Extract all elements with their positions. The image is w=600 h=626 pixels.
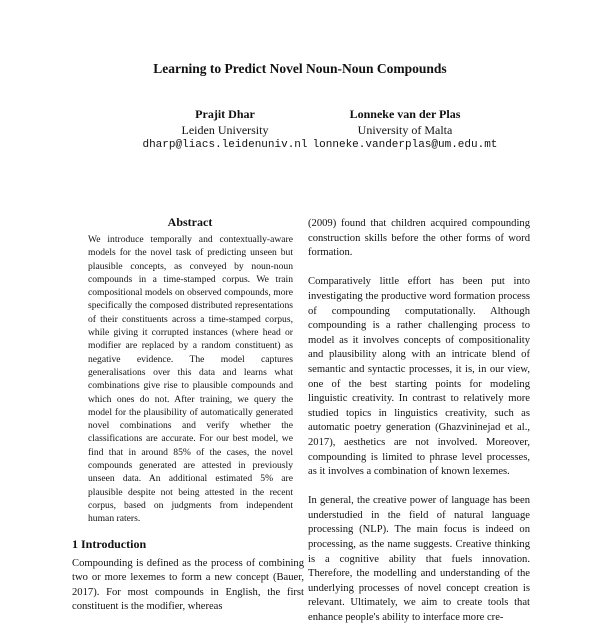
abstract-heading: Abstract <box>167 215 213 229</box>
introduction-paragraph: Compounding is defined as the process of combining two or more lexemes to form a new concept (Bauer, 2017). For most compounds in English, the first constituent is the modifier, whereas <box>72 558 304 613</box>
body-paragraph: In general, the creative power of language has been understudied in the field of natural language processing (NLP). The main focus is indeed on processing, as the name suggests. Creative thinking is a cognitive ability that fuels innovation. Therefore, the modelling and understanding of the underlying processes of novel concept creation is relevant. Ultimately, we aim to create tools that enhance people's ability to interface more cre- <box>308 495 530 624</box>
author-block <box>300 107 510 154</box>
author-email: lonneke.vanderplas@um.edu.mt <box>312 139 498 151</box>
author-name: Lonneke van der Plas <box>349 107 461 121</box>
paper-title: Learning to Predict Novel Noun-Noun Compounds <box>153 61 447 76</box>
author-block <box>130 107 320 154</box>
body-paragraph: (2009) found that children acquired compounding construction skills before the other forms of word formation. <box>308 218 530 259</box>
body-paragraph: Comparatively little effort has been put into investigating the productive word formation process of compounding computationally. Although compounding is a rather challenging process to model as it involves concepts of compositionality and plausibility along with an intricate blend of semantic and syntactic processes, it is, in our view, one of the best starting points for modeling linguistic creativity. In contrast to relatively more studied topics in linguistics creativity, such as automatic poetry generation (Ghazvininejad et al., 2017), aesthetics are not involved. Moreover, compounding is limited to phrase level processes, as it involves a combination of known lexemes. <box>308 276 530 478</box>
right-column <box>308 217 530 626</box>
author-affiliation: University of Malta <box>357 122 453 137</box>
author-affiliation: Leiden University <box>181 122 269 137</box>
section-heading-introduction: 1 Introduction <box>72 537 147 551</box>
abstract-text: We introduce temporally and contextually-aware models for the novel task of predicting unseen but plausible concepts, as conveyed by noun-noun compounds in a time-stamped corpus. We train compositional models on observed compounds, more specifically the composed distributed representations of their constituents across a time-stamped corpus, while giving it corrupted instances (where head or modifier are replaced by a random constituent) as negative evidence. The model captures generalisations over this data and learns what combinations give rise to plausible compounds and which ones do not. After training, we query the model for the plausibility of automatically generated novel combinations and verify whether the classifications are accurate. For our best model, we find that in around 85% of the cases, the novel compounds generated are attested in previously unseen data. An additional estimated 5% are plausible despite not being attested in the recent corpus, based on judgments from independent human raters. <box>88 234 293 525</box>
author-name: Prajit Dhar <box>195 107 255 121</box>
author-email: dharp@liacs.leidenuniv.nl <box>142 139 308 151</box>
